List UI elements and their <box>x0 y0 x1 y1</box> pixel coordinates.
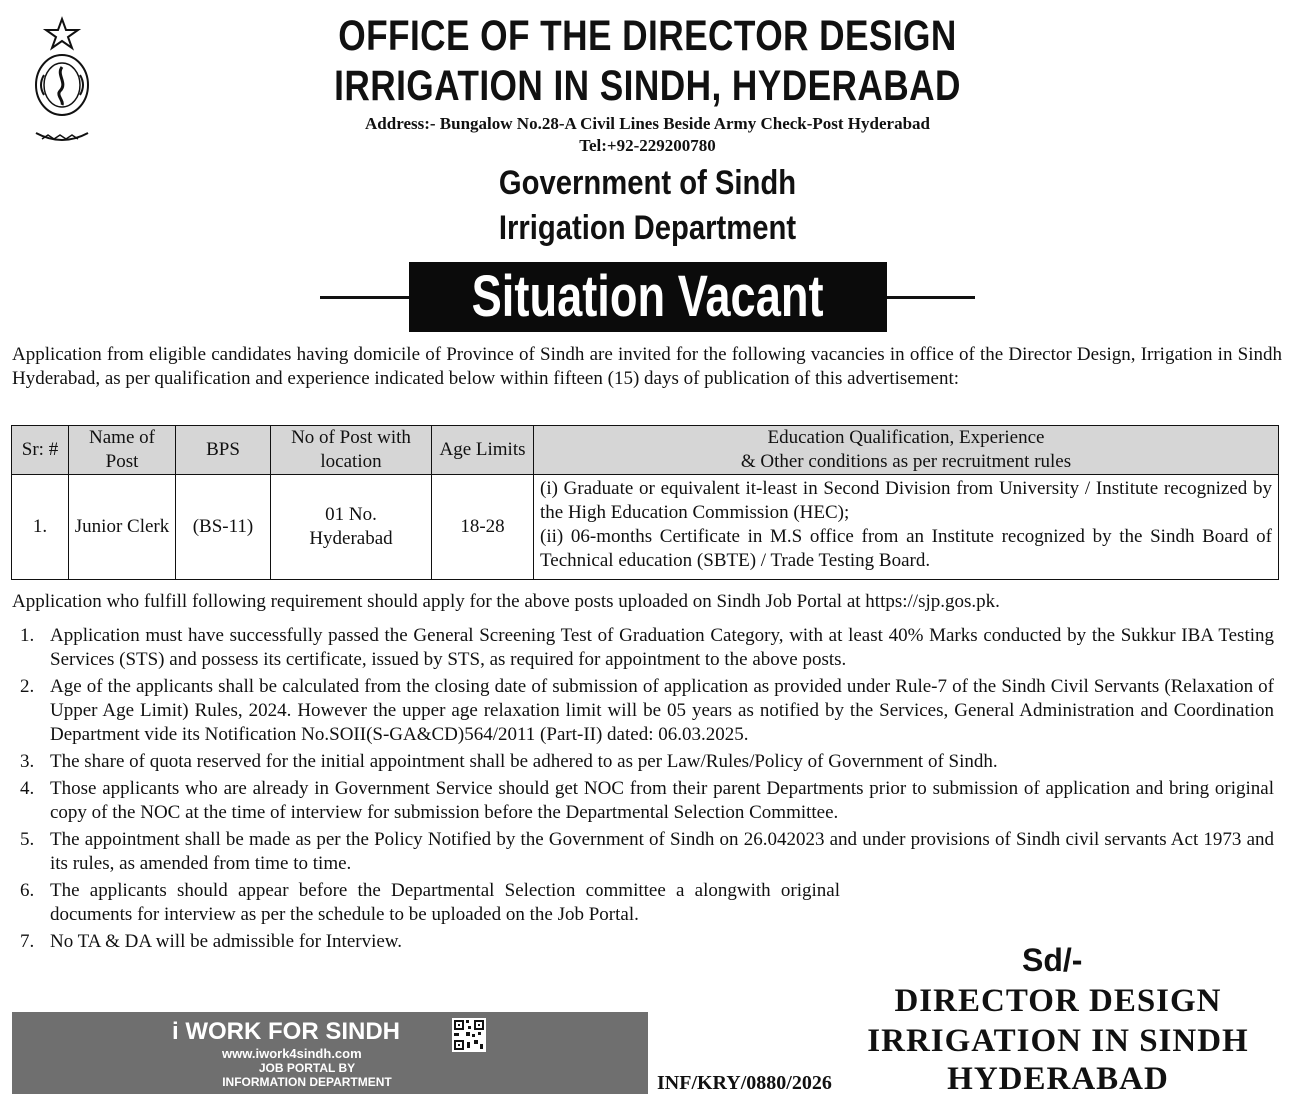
requirements-list <box>12 624 1274 957</box>
cell-education-item-2: (ii) 06-months Certificate in M.S office from an Institute recognized by the Sindh Board of Technical education (SBTE) / Trade Testing Board. <box>540 526 1272 571</box>
cell-education <box>534 475 1279 580</box>
header-education-line-2: & Other conditions as per recruitment rules <box>740 451 1072 472</box>
header-sr: Sr: # <box>12 426 69 475</box>
signature-sd: Sd/- <box>1022 942 1083 978</box>
table-row <box>12 475 1279 580</box>
list-item <box>12 675 1274 747</box>
situation-vacant-banner <box>409 262 887 332</box>
list-item <box>12 879 840 927</box>
footer-job-portal-line-2: INFORMATION DEPARTMENT <box>222 1075 392 1089</box>
footer-job-portal <box>202 1061 412 1089</box>
cell-bps: (BS-11) <box>176 475 271 580</box>
list-item-number: 7. <box>20 931 35 952</box>
list-item <box>12 750 1274 774</box>
list-item-number: 6. <box>20 880 35 901</box>
list-item-text: No TA & DA will be admissible for Interview. <box>50 931 403 952</box>
list-item-text: The appointment shall be made as per the Policy Notified by the Government of Sindh on 26.042023 and under provisions of Sindh civil servants Act 1973 and its rules, as amended from time to time. <box>50 829 1274 874</box>
cell-no-of-post <box>271 475 432 580</box>
cell-education-item-1: (i) Graduate or equivalent it-least in Second Division from University / Institute recognized by the High Education Commission (HEC); <box>540 478 1272 523</box>
header-age-limits: Age Limits <box>432 426 534 475</box>
list-item-number: 5. <box>20 829 35 850</box>
header-education <box>534 426 1279 475</box>
list-item <box>12 777 1274 825</box>
header-no-of-post: No of Post with location <box>271 426 432 475</box>
list-item-text: Those applicants who are already in Government Service should get NOC from their parent Departments prior to submission of application and bring original copy of the NOC at the time of interview for submission before the Departmental Selection Committee. <box>50 778 1274 823</box>
irrigation-department-heading: Irrigation Department <box>498 209 797 247</box>
list-item <box>12 624 1274 672</box>
office-telephone: Tel:+92-229200780 <box>579 136 716 155</box>
office-title-line-1: OFFICE OF THE DIRECTOR DESIGN <box>338 12 957 60</box>
footer-job-portal-line-1: JOB PORTAL BY <box>258 1061 356 1075</box>
apply-note: Application who fulfill following requirement should apply for the above posts uploaded on Sindh Job Portal at https://sjp.gos.pk. <box>12 591 1000 612</box>
vacancy-table <box>11 425 1279 580</box>
list-item <box>12 930 840 954</box>
list-item-text: The applicants should appear before the Departmental Selection committee a alongwith original documents for interview as per the schedule to be uploaded on the Job Portal. <box>50 880 840 925</box>
list-item-number: 2. <box>20 676 35 697</box>
government-of-sindh-heading: Government of Sindh <box>498 164 797 202</box>
list-item-text: Application must have successfully passed the General Screening Test of Graduation Category, with at least 40% Marks conducted by the Sukkur IBA Testing Services (STS) and possess its certificate, issued by STS, as required for appointment to the above posts. <box>50 625 1274 670</box>
office-title-line-2: IRRIGATION IN SINDH, HYDERABAD <box>334 62 961 110</box>
cell-no-of-post-count: 01 No. <box>325 504 377 525</box>
list-item-text: Age of the applicants shall be calculated from the closing date of submission of application as provided under Rule-7 of the Sindh Civil Servants (Relaxation of Upper Age Limit) Rules, 2024. However the upper age relaxation limit will be 05 years as notified by the Services, General Administration and Coordination Department vide its Notification No.SOII(S-GA&CD)564/2011 (Part-II) dated: 06.03.2025. <box>50 676 1274 745</box>
footer-url[interactable]: www.iwork4sindh.com <box>222 1046 362 1061</box>
table-header-row <box>12 426 1279 475</box>
cell-no-of-post-location: Hyderabad <box>309 528 393 549</box>
list-item-number: 4. <box>20 778 35 799</box>
reference-number: INF/KRY/0880/2026 <box>657 1072 832 1094</box>
list-item-text: The share of quota reserved for the initial appointment shall be adhered to as per Law/Rules/Policy of Government of Sindh. <box>50 751 998 772</box>
header-bps: BPS <box>176 426 271 475</box>
banner-rule-left <box>320 296 410 299</box>
cell-age: 18-28 <box>432 475 534 580</box>
signature-line-3: HYDERABAD <box>947 1061 1169 1097</box>
office-address: Address:- Bungalow No.28-A Civil Lines Beside Army Check-Post Hyderabad <box>365 114 930 133</box>
header-education-line-1: Education Qualification, Experience <box>767 427 1045 448</box>
iwork-for-sindh-footer <box>12 1012 648 1094</box>
signature-line-1: DIRECTOR DESIGN <box>894 983 1222 1019</box>
intro-paragraph: Application from eligible candidates having domicile of Province of Sindh are invited for the following vacancies in office of the Director Design, Irrigation in Sindh Hyderabad, as per qualification and experience indicated below within fifteen (15) days of publication of this advertisement: <box>12 344 1282 389</box>
list-item-number: 1. <box>20 625 35 646</box>
qr-code-icon <box>452 1018 486 1052</box>
list-item <box>12 828 1274 876</box>
footer-brand: i WORK FOR SINDH <box>172 1018 400 1045</box>
cell-post: Junior Clerk <box>69 475 176 580</box>
signature-line-2: IRRIGATION IN SINDH <box>867 1023 1249 1059</box>
situation-vacant-text: Situation Vacant <box>472 264 824 329</box>
header-post: Name of Post <box>69 426 176 475</box>
list-item-number: 3. <box>20 751 35 772</box>
banner-rule-right <box>887 296 975 299</box>
cell-sr: 1. <box>12 475 69 580</box>
